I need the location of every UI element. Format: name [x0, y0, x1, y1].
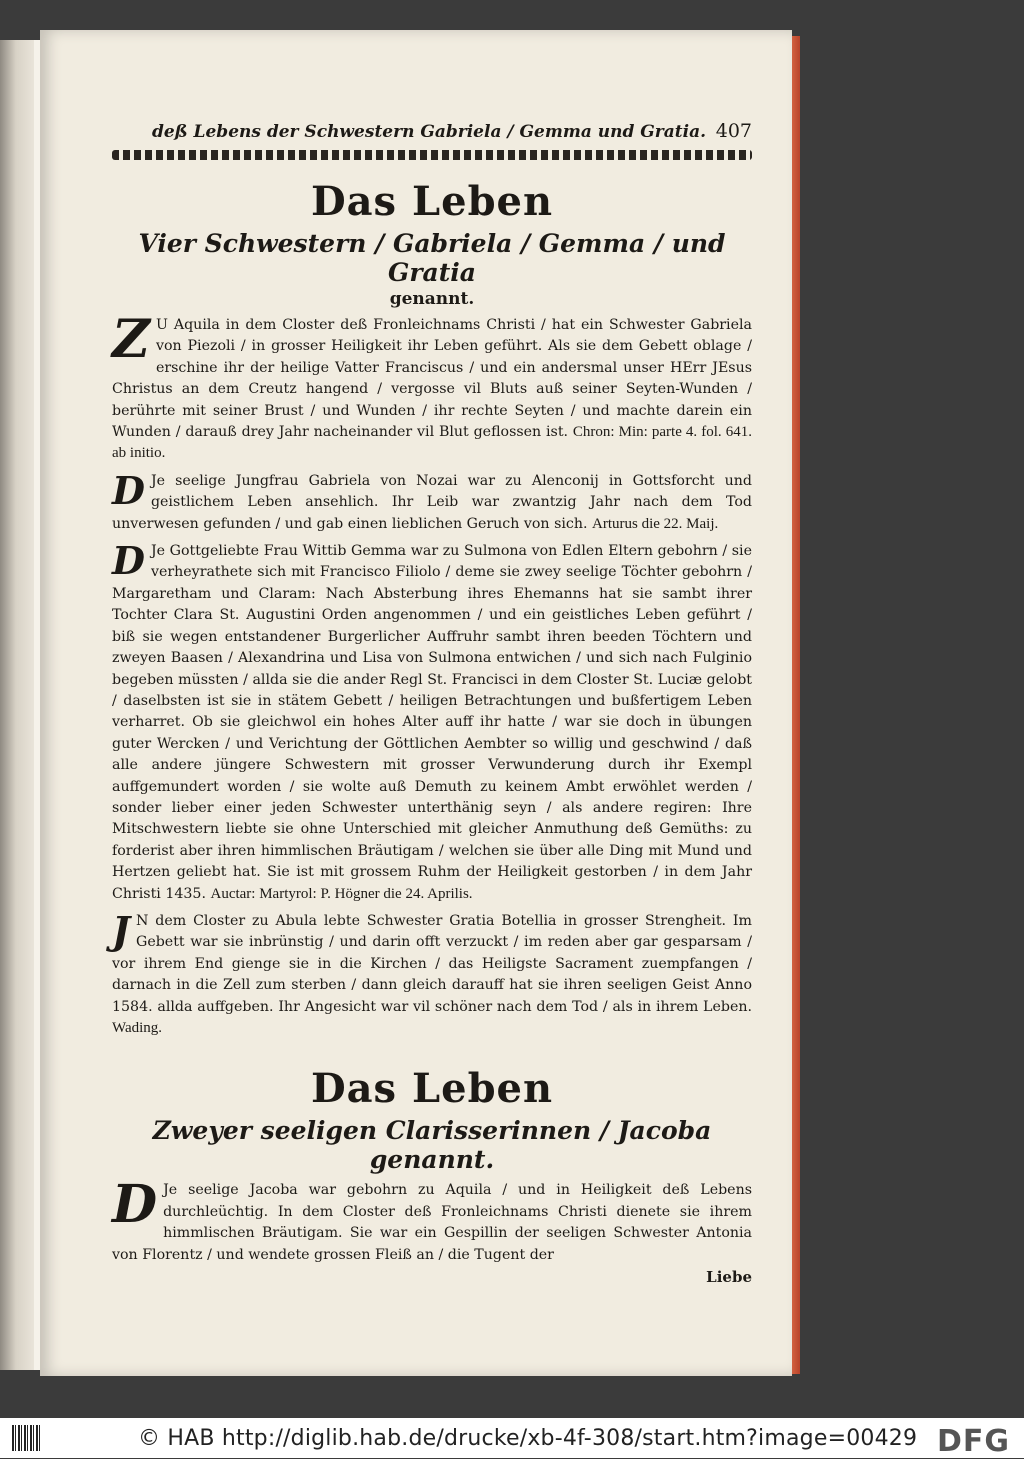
- page-number: 407: [715, 120, 752, 142]
- section-title: Das Leben: [310, 1065, 554, 1113]
- dropcap: J: [112, 907, 130, 953]
- paragraph-reference: Chron: Min: parte 4. fol. 641. ab initio.: [112, 424, 753, 462]
- paragraph-text: Je seelige Jungfrau Gabriela von Nozai war zu Alenconij in Gottsforcht und geistlichem Leben ansehlich. Ihr Leib war zwantzig Jahr nach dem Tod unverwesen gefunden / und gab einen lieblichen Geruch von sich.: [112, 472, 752, 532]
- page-red-edge: [792, 36, 800, 1374]
- paragraph-reference: Arturus die 22. Maij.: [592, 515, 719, 532]
- ornament-border: [112, 150, 752, 160]
- dropcap: D: [112, 1174, 158, 1236]
- paragraph: [112, 1174, 752, 1266]
- running-head: [112, 120, 752, 142]
- paragraph: [112, 538, 752, 905]
- source-credit[interactable]: © HAB http://diglib.hab.de/drucke/xb-4f-308/start.htm?image=00429: [138, 1425, 918, 1451]
- dropcap: D: [112, 538, 145, 584]
- page-text: [112, 120, 752, 1286]
- paragraph-text: U Aquila in dem Closter deß Fronleichnams Christi / hat ein Schwester Gabriela von Piezoli / in grosser Heiligkeit ihr Leben geführt. Als sie dem Gebett oblage / erschine ihr der heilige Vatter Franciscus / und ein andersmal unser HErr JEsus Christus an dem Creutz hangend / vergosse vil Bluts auß seiner Seyten-Wunden / berührte mit seiner Brust / und Wunden / ihr rechte Seyten / und machte darein ein Wunden / darauß drey Jahr nacheinander vil Blut geflossen ist.: [112, 317, 752, 441]
- barcode-icon: [12, 1425, 42, 1451]
- dropcap: Z: [112, 309, 150, 370]
- paragraph-reference: Auctar: Martyrol: P. Högner die 24. Aprilis.: [210, 885, 473, 902]
- dfg-logo: DFG: [936, 1424, 1010, 1459]
- footer-bar: [0, 1418, 1024, 1458]
- dropcap: D: [112, 467, 145, 513]
- paragraph-text: N dem Closter zu Abula lebte Schwester Gratia Botellia in grosser Strengheit. Im Gebett war sie inbrünstig / und darin offt verzuckt / im reden aber gar gesparsam / vor ihrem End gienge sie in die Kirchen / das Heiligste Sacrament zuempfangen / darnach in die Zell zum sterben / dann gleich darauff hat sie ihren seeligen Geist Anno 1584. allda auffgeben. Ihr Angesicht war vil schöner nach dem Tod / als in ihrem Leben.: [112, 912, 752, 1015]
- section-subtitle-2: genannt.: [389, 289, 475, 309]
- running-head-title: deß Lebens der Schwestern Gabriela / Gemma und Gratia.: [152, 122, 707, 142]
- paragraph: [112, 467, 752, 535]
- section-subtitle: Vier Schwestern / Gabriela / Gemma / und Gratia: [138, 229, 726, 287]
- paragraph: [112, 907, 752, 1039]
- section-subtitle: Zweyer seeligen Clarisserinnen / Jacoba genannt.: [152, 1116, 712, 1175]
- paragraph-text: Je Gottgeliebte Frau Wittib Gemma war zu Sulmona von Edlen Eltern gebohrn / sie verheyrathete sich mit Francisco Filiolo / deme sie zwey seelige Töchter gebohrn / Margaretham und Claram: Nach Absterbung ihres Ehemanns hat sie sambt ihrer Tochter Clara St. Augustini Orden angenommen / und ein geistliches Leben geführt / biß sie wegen entstandener Burgerlicher Auffruhr sambt ihren beeden Töchtern und zweyen Baasen / Alexandrina und Lisa von Sulmona entwichen / und sich nach Fulginio begeben müssten / allda sie die ander Regl St. Francisci in dem Closter St. Luciæ gelobt / daselbsten ist sie in stätem Gebett / heiligen Betrachtungen und bußfertigem Leben verharret. Ob sie gleichwol ein hohes Alter auff ihr hatte / war sie doch in übungen guter Wercken / und Verichtung der Göttlichen Aembter so willig und geschwind / daß alle andere jüngere Schwestern mit grosser Verwunderung durch ihr Exempl auffgemundert worden / sie wolte auß Demuth zu keinem Ambt erwöhlet werden / sonder lieber einer jeden Schwester unterthänig seyn / als andere regiren: Ihre Mitschwestern liebte sie ohne Unterschied mit gleicher Anmuthung deß Gemüths: zu forderist aber ihren himmlischen Bräutigam / welchen sie über alle Ding mit Mund und Hertzen geliebt hat. Sie ist mit grossem Ruhm der Heiligkeit gestorben / in dem Jahr Christi 1435.: [112, 543, 752, 902]
- paragraph-text: Je seelige Jacoba war gebohrn zu Aquila / und in Heiligkeit deß Lebens durchleüchtig. In dem Closter deß Fronleichnams Christi dienete sie ihrem himmlischen Bräutigam. Sie war ein Gespillin der seeligen Schwester Antonia von Florentz / und wendete grossen Fleiß an / die Tugent der: [112, 1182, 752, 1263]
- book-page: [40, 30, 792, 1376]
- catchword: Liebe: [706, 1268, 752, 1287]
- paragraph: [112, 309, 753, 465]
- section-title: Das Leben: [310, 178, 554, 225]
- paragraph-reference: Wading.: [112, 1020, 163, 1036]
- previous-page-edge: [0, 40, 41, 1370]
